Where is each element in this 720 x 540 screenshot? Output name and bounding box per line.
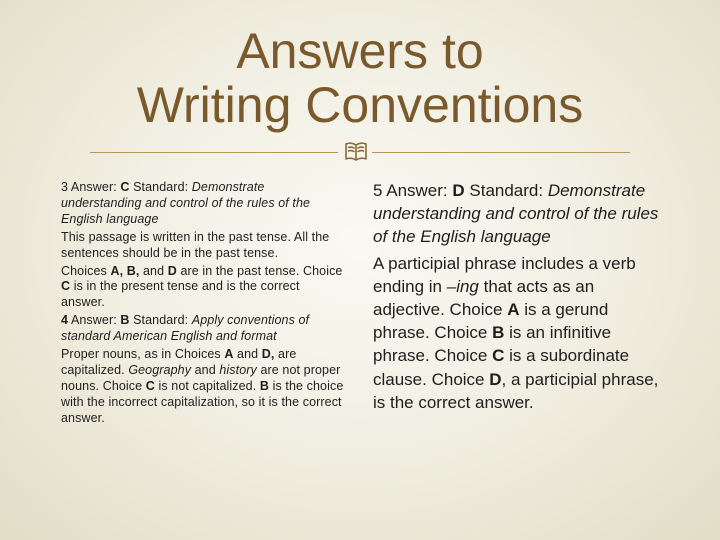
q4-answer: B xyxy=(120,313,130,328)
q4-exp-j: C xyxy=(145,378,155,393)
divider-line-left xyxy=(90,152,338,153)
q5-answer: D xyxy=(452,181,465,200)
q5-exp-f: B xyxy=(492,323,505,343)
q5-exp-d: A xyxy=(507,300,520,320)
q4-prefix: Answer: xyxy=(68,313,121,328)
q5-exp-c: that acts as an adjective. Choice xyxy=(373,276,595,320)
q5-prefix: 5 Answer: xyxy=(373,181,453,200)
divider-line-right xyxy=(372,152,630,153)
q3-prefix: 3 Answer: xyxy=(61,180,121,194)
q3-exp2-a: Choices xyxy=(61,263,111,278)
title-line-1: Answers to xyxy=(236,23,484,79)
q3-standard: Demonstrate understanding and control of the rules of the English language xyxy=(61,180,311,226)
q5-exp-k: , a participial phrase, is the correct answer. xyxy=(373,369,659,412)
q4-standard: Apply conventions of standard American English and format xyxy=(61,313,310,344)
q3-exp2-c: and xyxy=(139,263,168,278)
title-line-2: Writing Conventions xyxy=(136,77,584,133)
q4-exp-a: Proper nouns, as in Choices xyxy=(61,347,225,362)
q4-standard-label: Standard: xyxy=(129,313,192,328)
left-column xyxy=(61,180,346,429)
q5-standard: Demonstrate understanding and control of the rules of the English language xyxy=(373,181,659,247)
q5-exp-a: A participial phrase includes a verb ending in xyxy=(373,253,636,296)
q4-exp-d: D, xyxy=(261,347,275,362)
q5-exp-e: is a gerund phrase. Choice xyxy=(373,300,609,343)
q3-exp2-g: is in the present tense and is the correct answer. xyxy=(61,279,300,310)
q3-explanation-1: This passage is written in the past tense. All the sentences should be in the past tense. xyxy=(61,229,330,260)
q4-exp-m: is the choice with the incorrect capitalization, so it is the correct answer. xyxy=(61,378,344,425)
q5-standard-label: Standard: xyxy=(464,181,548,200)
q5-exp-j: D xyxy=(489,369,502,389)
q4-exp-e: are capitalized. xyxy=(61,347,297,377)
q4-exp-h: history xyxy=(219,362,257,377)
q4-number: 4 xyxy=(61,313,69,328)
right-column xyxy=(373,179,669,417)
q3-exp2-e: are in the past tense. Choice xyxy=(176,263,343,278)
book-icon xyxy=(343,138,369,164)
q3-explanation-2 xyxy=(61,264,346,312)
slide-title xyxy=(40,24,680,132)
q4-exp-b: A xyxy=(224,347,234,362)
q3-exp2-d: D xyxy=(167,263,177,278)
q3-exp2-b: A, B, xyxy=(110,263,140,278)
q4-exp-i: are not proper nouns. Choice xyxy=(61,362,341,393)
q3-answer-line xyxy=(61,180,346,228)
q4-explanation xyxy=(61,347,346,427)
q4-exp-k: is not capitalized. xyxy=(154,378,260,393)
q3-standard-label: Standard: xyxy=(129,180,192,194)
q3-exp2-f: C xyxy=(61,279,71,294)
q4-exp-l: B xyxy=(259,378,270,393)
q4-exp-c: and xyxy=(233,347,262,362)
q4-exp-g: and xyxy=(191,362,220,377)
q5-exp-b: –ing xyxy=(446,276,479,296)
q5-explanation xyxy=(373,252,669,414)
q4-answer-line xyxy=(61,313,346,345)
q5-exp-g: is an infinitive phrase. Choice xyxy=(373,323,612,366)
q3-answer: C xyxy=(120,180,130,194)
q5-exp-h: C xyxy=(492,346,505,366)
q5-answer-line xyxy=(373,179,669,249)
q4-exp-f: Geography xyxy=(128,362,192,377)
q5-exp-i: is a subordinate clause. Choice xyxy=(373,346,630,389)
